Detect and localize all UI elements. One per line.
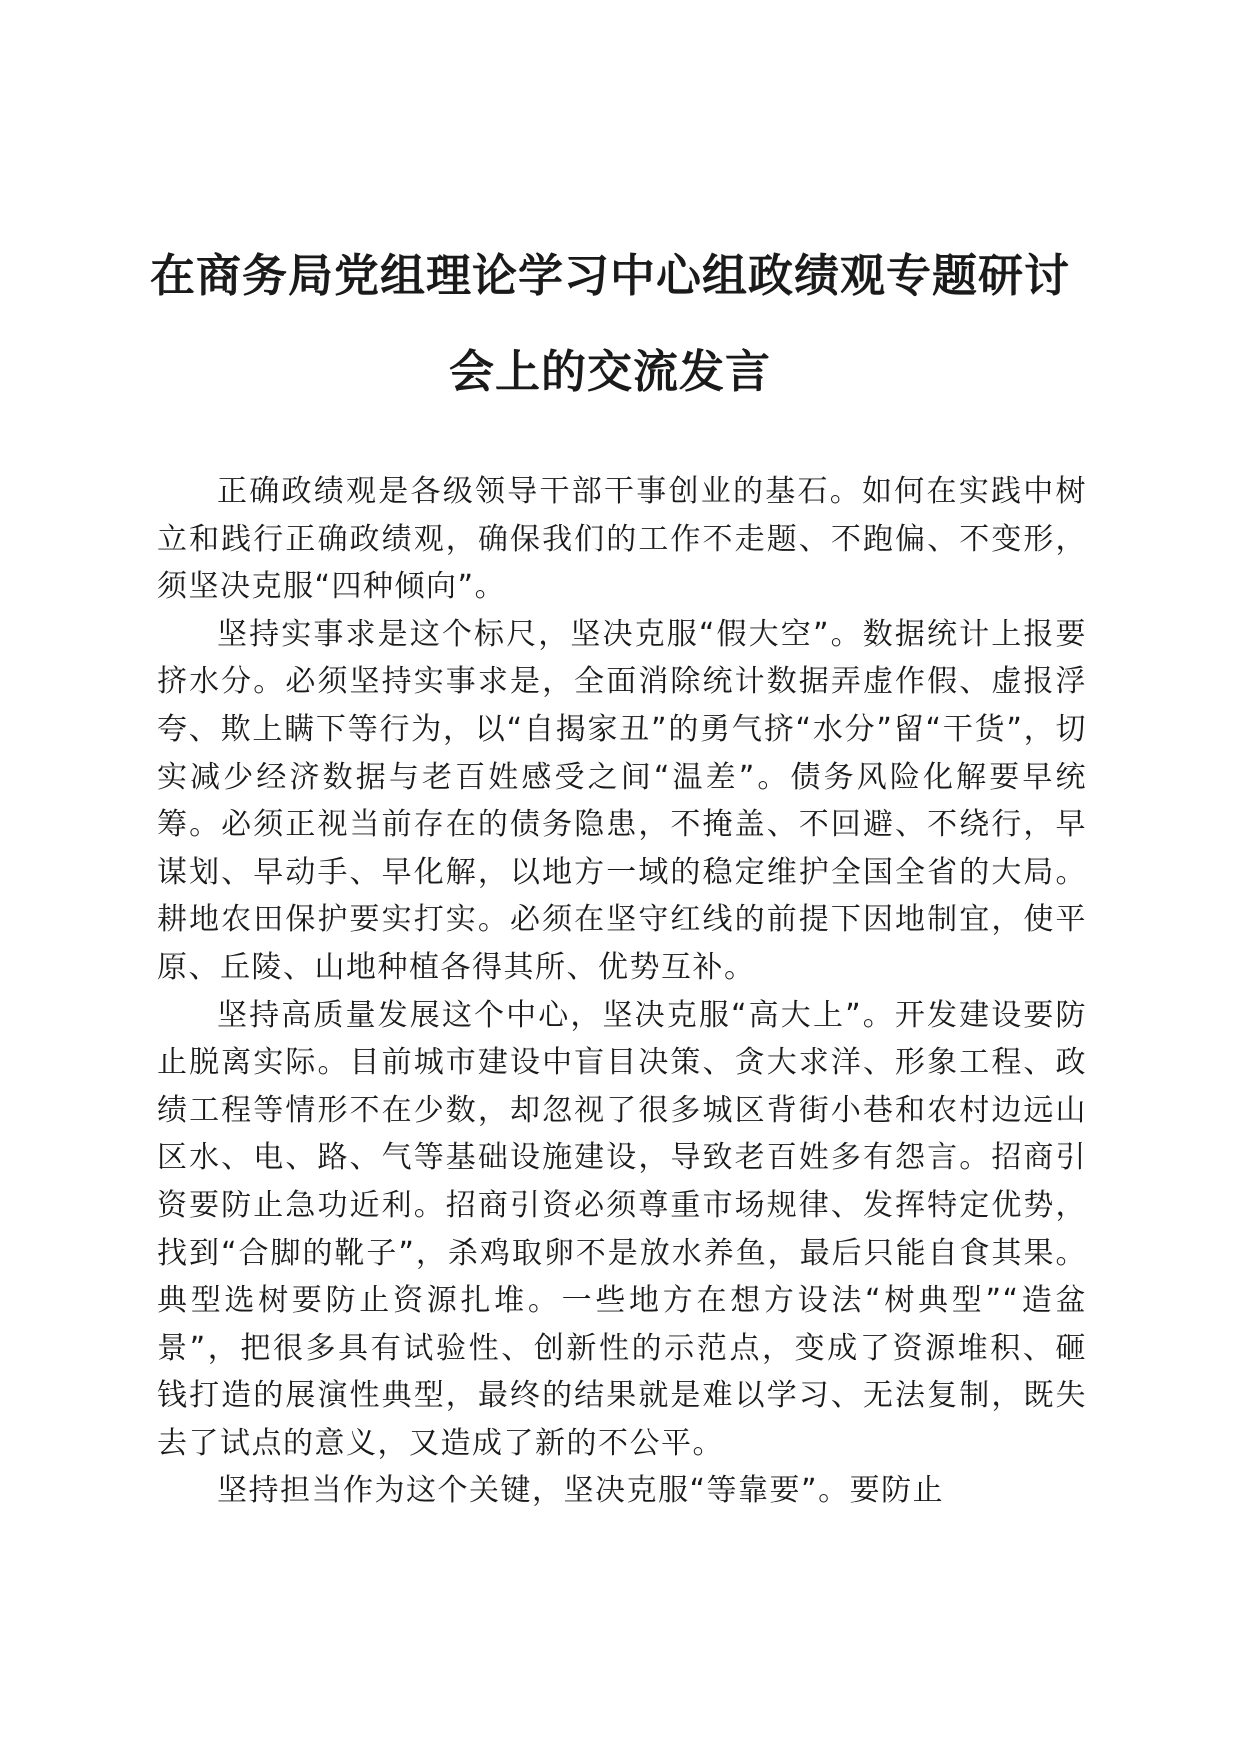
paragraph-4: 坚持担当作为这个关键，坚决克服“等靠要”。要防止 xyxy=(217,1473,945,1509)
paragraph-3: 坚持高质量发展这个中心，坚决克服“高大上”。开发建设要防止脱离实际。目前城市建设中盲目决策、贪大求洋、形象工程、政绩工程等情形不在少数，却忽视了很多城区背街小巷和农村边远山区水、电、路、气等基础设施建设，导致老百姓多有怨言。招商引资要防止急功近利。招商引资必须尊重市场规律、发挥特定优势，找到“合脚的靴子”，杀鸡取卵不是放水养鱼，最后只能自食其果。典型选树要防止资源扎堆。一些地方在想方设法“树典型”“造盆景”，把很多具有试验性、创新性的示范点，变成了资源堆积、砸钱打造的展演性典型，最终的结果就是难以学习、无法复制，既失去了试点的意义，又造成了新的不公平。 xyxy=(157,997,1087,1461)
paragraph-2: 坚持实事求是这个标尺，坚决克服“假大空”。数据统计上报要挤水分。必须坚持实事求是，全面消除统计数据弄虚作假、虚报浮夸、欺上瞒下等行为，以“自揭家丑”的勇气挤“水分”留“干货”，切实减少经济数据与老百姓感受之间“温差”。债务风险化解要早统筹。必须正视当前存在的债务隐患，不掩盖、不回避、不绕行，早谋划、早动手、早化解，以地方一域的稳定维护全国全省的大局。耕地农田保护要实打实。必须在坚守红线的前提下因地制宜，使平原、丘陵、山地种植各得其所、优势互补。 xyxy=(157,616,1087,985)
title-line-2: 会上的交流发言 xyxy=(448,345,771,398)
document-body xyxy=(157,468,1087,1515)
paragraph-1: 正确政绩观是各级领导干部干事创业的基石。如何在实践中树立和践行正确政绩观，确保我们的工作不走题、不跑偏、不变形，须坚决克服“四种倾向”。 xyxy=(157,474,1087,605)
document-title xyxy=(140,228,1080,420)
title-line-1: 在商务局党组理论学习中心组政绩观专题研讨 xyxy=(149,249,1070,302)
